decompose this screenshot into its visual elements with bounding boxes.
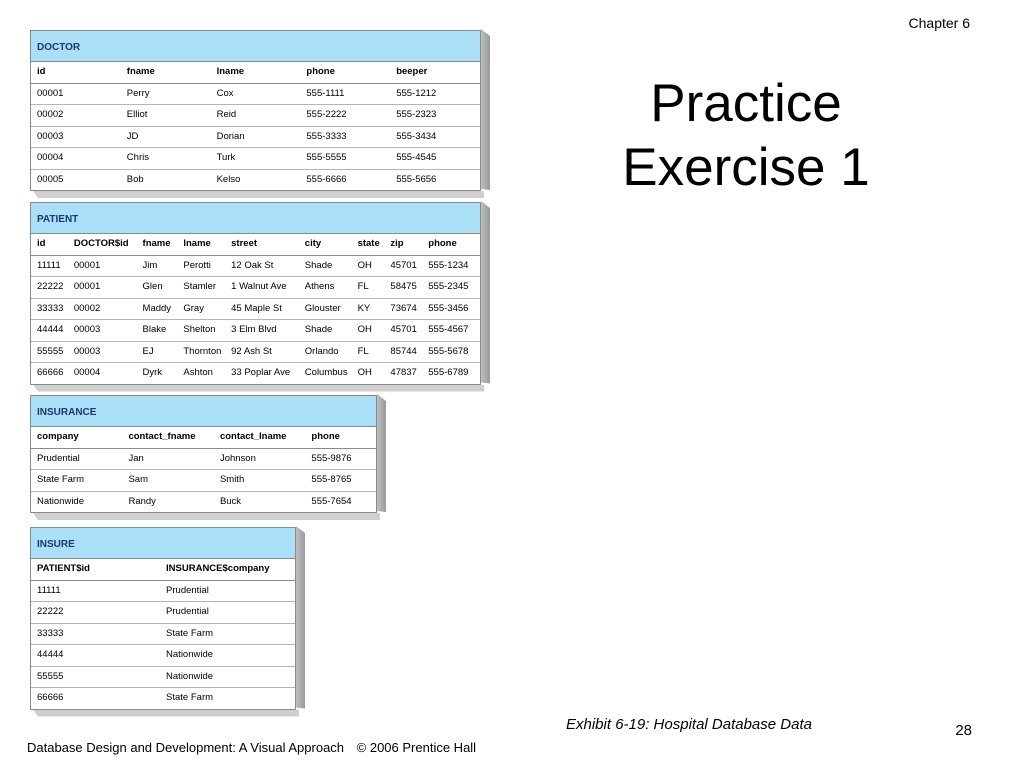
patient-table-shadow-bottom xyxy=(33,385,484,392)
slide-title-line-1: Practice xyxy=(650,74,842,133)
table-cell: Jim xyxy=(142,259,158,271)
table-cell: 00001 xyxy=(73,259,101,271)
table-cell: Columbus xyxy=(304,367,348,378)
table-cell: 555-3434 xyxy=(396,130,437,142)
table-row xyxy=(31,170,480,191)
table-cell: 555-5678 xyxy=(428,345,469,357)
table-cell: 00001 xyxy=(73,281,101,292)
table-cell: 00002 xyxy=(73,302,101,314)
table-cell: 11111 xyxy=(37,584,61,596)
insure-table-name: INSURE xyxy=(31,528,295,559)
table-cell: OH xyxy=(357,259,372,271)
table-cell: Nationwide xyxy=(37,495,84,507)
table-row xyxy=(31,602,295,624)
table-cell: Reid xyxy=(216,109,237,120)
table-cell: 555-2345 xyxy=(428,281,469,292)
table-cell: 1 Walnut Ave xyxy=(231,281,287,292)
table-cell: State Farm xyxy=(37,474,84,485)
table-cell: State Farm xyxy=(166,692,214,703)
doctor-table-name: DOCTOR xyxy=(31,31,480,62)
table-cell: 85744 xyxy=(390,345,417,357)
doctor-table-header-row xyxy=(31,62,480,84)
column-header: phone xyxy=(428,238,457,249)
table-cell: 11111 xyxy=(37,259,61,271)
table-cell: Maddy xyxy=(142,302,172,314)
table-cell: 555-6789 xyxy=(428,367,469,378)
footer xyxy=(27,740,476,755)
table-row xyxy=(31,581,295,603)
table-row xyxy=(31,470,376,492)
table-cell: EJ xyxy=(142,345,154,357)
table-cell: Chris xyxy=(126,152,149,163)
table-cell: Perotti xyxy=(183,259,211,271)
table-cell: Shade xyxy=(304,259,333,271)
table-cell: 00003 xyxy=(73,345,101,357)
table-cell: 66666 xyxy=(37,692,64,703)
column-header: phone xyxy=(306,66,335,77)
column-header: lname xyxy=(183,238,211,249)
table-cell: Johnson xyxy=(219,452,256,464)
insure-table xyxy=(30,527,296,710)
table-cell: OH xyxy=(357,367,372,378)
table-cell: Elliot xyxy=(126,109,148,120)
table-row xyxy=(31,688,295,709)
table-cell: Dorian xyxy=(216,130,245,142)
table-cell: Prudential xyxy=(166,584,209,596)
column-header: company xyxy=(37,431,79,442)
table-cell: FL xyxy=(357,345,369,357)
table-row xyxy=(31,299,480,321)
insurance-table-shadow-side xyxy=(377,394,386,512)
table-cell: State Farm xyxy=(166,627,214,639)
table-row xyxy=(31,127,480,149)
doctor-table-shadow-bottom xyxy=(33,191,484,198)
table-cell: 00003 xyxy=(73,324,101,335)
column-header: state xyxy=(357,238,380,249)
column-header: PATIENT$id xyxy=(37,563,90,574)
table-cell: Thornton xyxy=(183,345,222,357)
slide-title-line-2: Exercise 1 xyxy=(622,138,870,197)
table-row xyxy=(31,667,295,689)
table-cell: Athens xyxy=(304,281,335,292)
column-header: id xyxy=(37,66,46,77)
table-cell: OH xyxy=(357,324,372,335)
table-row xyxy=(31,320,480,342)
table-cell: Dyrk xyxy=(142,367,163,378)
table-row xyxy=(31,105,480,127)
table-cell: Perry xyxy=(126,87,150,99)
table-cell: Prudential xyxy=(37,452,80,464)
column-header: fname xyxy=(142,238,171,249)
table-cell: FL xyxy=(357,281,369,292)
table-cell: 22222 xyxy=(37,281,64,292)
table-cell: Cox xyxy=(216,87,234,99)
table-cell: 00001 xyxy=(37,87,64,99)
table-cell: Blake xyxy=(142,324,167,335)
doctor-table xyxy=(30,30,481,191)
table-row xyxy=(31,342,480,364)
column-header: city xyxy=(304,238,322,249)
table-row xyxy=(31,624,295,646)
table-cell: Orlando xyxy=(304,345,339,357)
table-row xyxy=(31,645,295,667)
table-cell: 33 Poplar Ave xyxy=(231,367,291,378)
insurance-table-body xyxy=(30,395,377,513)
table-cell: 555-3333 xyxy=(306,130,347,142)
page-number: 28 xyxy=(955,722,972,739)
table-cell: 555-9876 xyxy=(311,452,352,464)
column-header: contact_fname xyxy=(128,431,196,442)
table-cell: Jan xyxy=(128,452,144,464)
table-cell: 00004 xyxy=(73,367,101,378)
table-cell: Shade xyxy=(304,324,333,335)
table-cell: Glouster xyxy=(304,302,341,314)
table-cell: 22222 xyxy=(37,606,64,617)
table-cell: Stamler xyxy=(183,281,217,292)
table-cell: 55555 xyxy=(37,670,64,682)
table-cell: 555-7654 xyxy=(311,495,352,507)
table-cell: 47837 xyxy=(390,367,417,378)
table-cell: Bob xyxy=(126,173,144,185)
table-cell: 00003 xyxy=(37,130,64,142)
insure-table-header-row xyxy=(31,559,295,581)
table-cell: Gray xyxy=(183,302,204,314)
column-header: contact_lname xyxy=(219,431,287,442)
table-row xyxy=(31,256,480,278)
table-cell: Randy xyxy=(128,495,156,507)
table-cell: Shelton xyxy=(183,324,216,335)
table-cell: 3 Elm Blvd xyxy=(231,324,277,335)
table-cell: 33333 xyxy=(37,302,64,314)
column-header: beeper xyxy=(396,66,428,77)
insurance-table-header-row xyxy=(31,427,376,449)
patient-table-shadow-side xyxy=(481,201,490,384)
table-cell: Ashton xyxy=(183,367,213,378)
table-cell: 00002 xyxy=(37,109,64,120)
column-header: id xyxy=(37,238,46,249)
patient-table-header-row xyxy=(31,234,480,256)
footer-copyright: © 2006 Prentice Hall xyxy=(356,740,477,755)
insurance-table-name: INSURANCE xyxy=(31,396,376,427)
table-cell: 45 Maple St xyxy=(231,302,282,314)
table-row xyxy=(31,148,480,170)
table-cell: 00005 xyxy=(37,173,64,185)
doctor-table-body xyxy=(30,30,481,191)
table-cell: Nationwide xyxy=(166,670,214,682)
table-cell: Sam xyxy=(128,474,149,485)
insurance-table-shadow-bottom xyxy=(33,513,380,520)
table-cell: JD xyxy=(126,130,139,142)
table-cell: 555-4545 xyxy=(396,152,437,163)
table-cell: 555-6666 xyxy=(306,173,347,185)
table-row xyxy=(31,492,376,513)
column-header: INSURANCE$company xyxy=(166,563,270,574)
table-cell: 73674 xyxy=(390,302,417,314)
insure-table-shadow-bottom xyxy=(33,710,299,717)
column-header: zip xyxy=(390,238,404,249)
table-row xyxy=(31,449,376,471)
insure-table-shadow-side xyxy=(296,526,305,709)
table-cell: 555-8765 xyxy=(311,474,352,485)
table-cell: 00004 xyxy=(37,152,64,163)
table-cell: 555-3456 xyxy=(428,302,469,314)
table-row xyxy=(31,363,480,384)
table-cell: Buck xyxy=(219,495,242,507)
exhibit-caption: Exhibit 6-19: Hospital Database Data xyxy=(566,716,812,733)
patient-table xyxy=(30,202,481,385)
column-header: phone xyxy=(311,431,340,442)
table-cell: 44444 xyxy=(37,324,64,335)
column-header: DOCTOR$id xyxy=(73,238,129,249)
patient-table-name: PATIENT xyxy=(31,203,480,234)
table-cell: 66666 xyxy=(37,367,64,378)
patient-table-body xyxy=(30,202,481,385)
table-cell: 555-1111 xyxy=(306,87,345,99)
table-cell: 555-2222 xyxy=(306,109,347,120)
table-row xyxy=(31,277,480,299)
table-cell: 45701 xyxy=(390,259,417,271)
footer-book-title: Database Design and Development: A Visual Approach xyxy=(27,740,345,755)
table-row xyxy=(31,84,480,106)
table-cell: 44444 xyxy=(37,649,64,660)
table-cell: Glen xyxy=(142,281,163,292)
table-cell: Smith xyxy=(219,474,245,485)
table-cell: KY xyxy=(357,302,371,314)
table-cell: Kelso xyxy=(216,173,241,185)
insurance-table xyxy=(30,395,377,513)
slide-title xyxy=(596,72,896,200)
table-cell: 555-1212 xyxy=(396,87,437,99)
table-cell: 555-5555 xyxy=(306,152,347,163)
column-header: fname xyxy=(126,66,155,77)
table-cell: 45701 xyxy=(390,324,417,335)
table-cell: 92 Ash St xyxy=(231,345,272,357)
table-cell: 12 Oak St xyxy=(231,259,274,271)
table-cell: 555-5656 xyxy=(396,173,437,185)
doctor-table-shadow-side xyxy=(481,29,490,190)
table-cell: 33333 xyxy=(37,627,64,639)
table-cell: 55555 xyxy=(37,345,64,357)
insure-table-body xyxy=(30,527,296,710)
chapter-label: Chapter 6 xyxy=(908,15,970,31)
table-cell: Turk xyxy=(216,152,236,163)
table-cell: 555-4567 xyxy=(428,324,469,335)
table-cell: Prudential xyxy=(166,606,209,617)
table-cell: 555-2323 xyxy=(396,109,437,120)
table-cell: 58475 xyxy=(390,281,417,292)
column-header: lname xyxy=(216,66,245,77)
table-cell: Nationwide xyxy=(166,649,214,660)
column-header: street xyxy=(231,238,258,249)
table-cell: 555-1234 xyxy=(428,259,469,271)
